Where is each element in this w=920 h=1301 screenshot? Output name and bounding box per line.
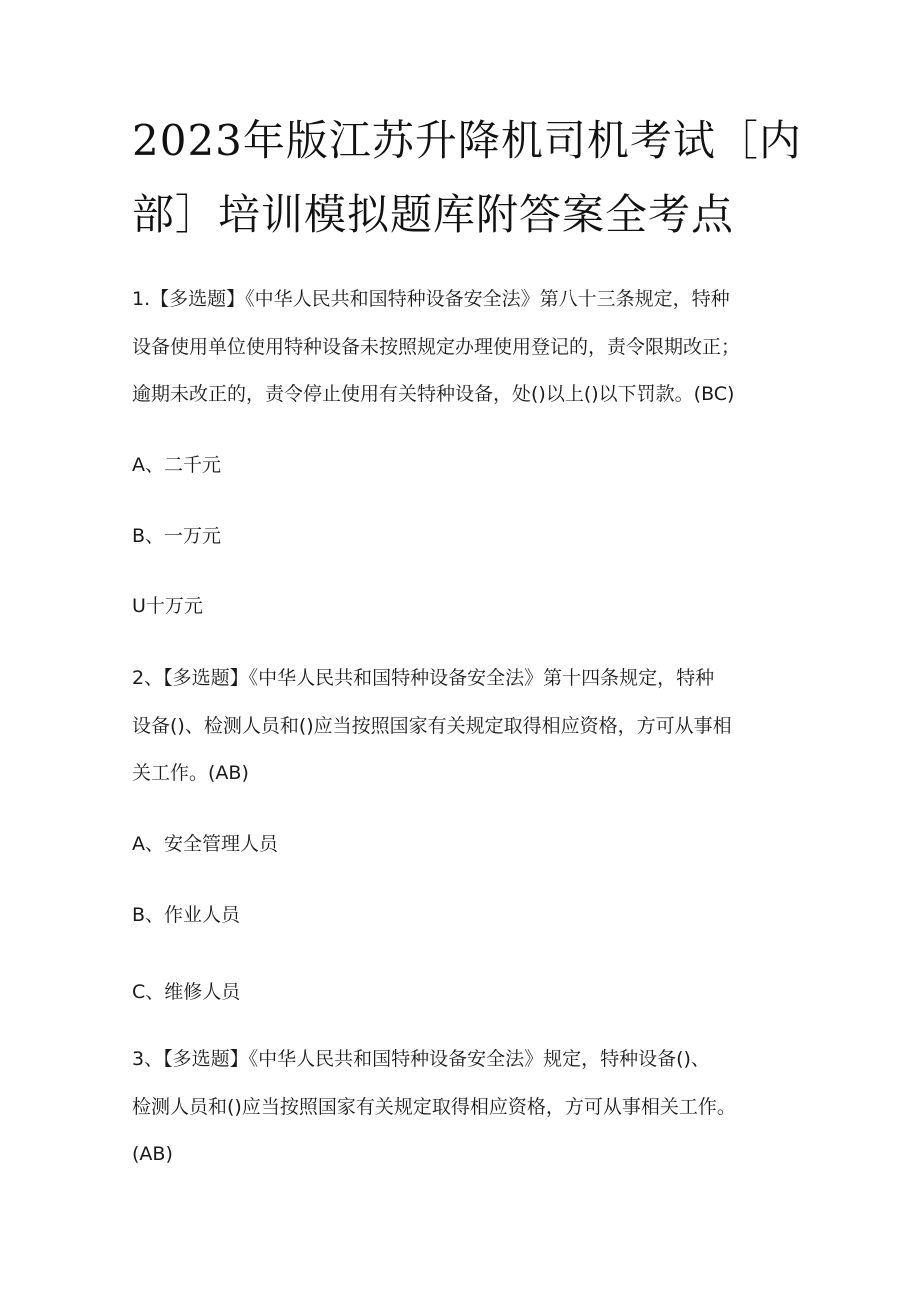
question-2-option-b: B、作业人员 [132, 904, 241, 926]
question-1-option-c: U十万元 [132, 595, 203, 617]
question-2-line-2: 设备()、检测人员和()应当按照国家有关规定取得相应资格，方可从事相 [132, 715, 732, 737]
question-1-line-3: 逾期未改正的，责令停止使用有关特种设备，处()以上()以下罚款。(BC) [132, 383, 735, 405]
question-2-line-1: 2、【多选题】《中华人民共和国特种设备安全法》第十四条规定，特种 [132, 667, 715, 689]
question-1-option-a: A、二千元 [132, 454, 221, 476]
question-3-line-1: 3、【多选题】《中华人民共和国特种设备安全法》规定，特种设备()、 [132, 1048, 710, 1070]
question-2-option-c: C、维修人员 [132, 981, 241, 1003]
question-2-option-a: A、安全管理人员 [132, 833, 278, 855]
document-title-line-1: 2023年版江苏升降机司机考试［内 [132, 116, 802, 165]
question-1-option-b: B、一万元 [132, 525, 222, 547]
question-3-line-3: (AB) [132, 1143, 173, 1165]
question-3-line-2: 检测人员和()应当按照国家有关规定取得相应资格，方可从事相关工作。 [132, 1096, 736, 1118]
question-1-line-2: 设备使用单位使用特种设备未按照规定办理使用登记的，责令限期改正； [132, 336, 741, 358]
document-title-line-2: 部］培训模拟题库附答案全考点 [132, 190, 735, 239]
question-1-line-1: 1.【多选题】《中华人民共和国特种设备安全法》第八十三条规定，特种 [132, 288, 730, 310]
question-2-line-3: 关工作。(AB) [132, 762, 249, 784]
